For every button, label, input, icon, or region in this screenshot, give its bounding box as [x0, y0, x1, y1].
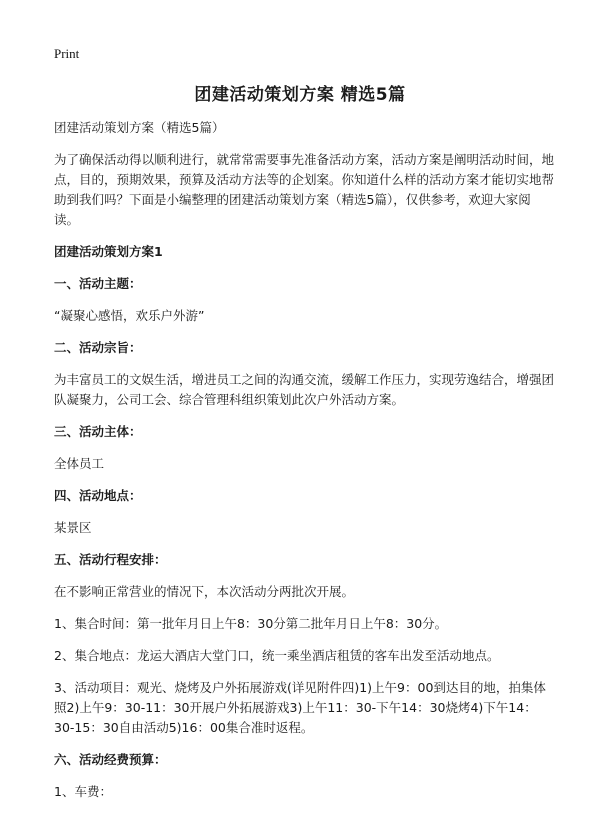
schedule-item: 1、集合时间：第一批年月日上午8：30分第二批年月日上午8：30分。 [54, 616, 448, 631]
section-heading-subject: 三、活动主体： [54, 424, 142, 439]
section-heading-plan1: 团建活动策划方案1 [54, 244, 163, 259]
location-text: 某景区 [54, 520, 92, 535]
intro-paragraph: 为了确保活动得以顺利进行，就常常需要事先准备活动方案，活动方案是阐明活动时间，地点，目的，预期效果，预算及活动方法等的企划案。你知道什么样的活动方案才能切实地帮助到我们吗？下面是小编整理的团建活动策划方案（精选5篇），仅供参考，欢迎大家阅读。 [54, 152, 555, 227]
page-title: 团建活动策划方案 精选5篇 [194, 85, 406, 105]
document-body [54, 118, 554, 814]
subject-text: 全体员工 [54, 456, 105, 471]
theme-text: “凝聚心感悟，欢乐户外游” [54, 308, 205, 323]
print-link[interactable]: Print [54, 46, 80, 61]
section-heading-schedule: 五、活动行程安排： [54, 552, 167, 567]
document-subtitle: 团建活动策划方案（精选5篇） [54, 120, 225, 135]
schedule-item: 3、活动项目：观光、烧烤及户外拓展游戏(详见附件四)1)上午9：00到达目的地，拍集体照2)上午9：30-11：30开展户外拓展游戏3)上午11：30-下午14：30烧烤4)下午14：30-15：30自由活动5)16：00集合准时返程。 [54, 680, 546, 735]
section-heading-location: 四、活动地点： [54, 488, 142, 503]
budget-item: 1、车费： [54, 784, 112, 799]
schedule-intro: 在不影响正常营业的情况下，本次活动分两批次开展。 [54, 584, 355, 599]
schedule-item: 2、集合地点：龙运大酒店大堂门口，统一乘坐酒店租赁的客车出发至活动地点。 [54, 648, 500, 663]
section-heading-budget: 六、活动经费预算： [54, 752, 167, 767]
section-heading-theme: 一、活动主题： [54, 276, 142, 291]
purpose-text: 为丰富员工的文娱生活，增进员工之间的沟通交流，缓解工作压力，实现劳逸结合，增强团队凝聚力，公司工会、综合管理科组织策划此次户外活动方案。 [54, 372, 555, 407]
section-heading-purpose: 二、活动宗旨： [54, 340, 142, 355]
